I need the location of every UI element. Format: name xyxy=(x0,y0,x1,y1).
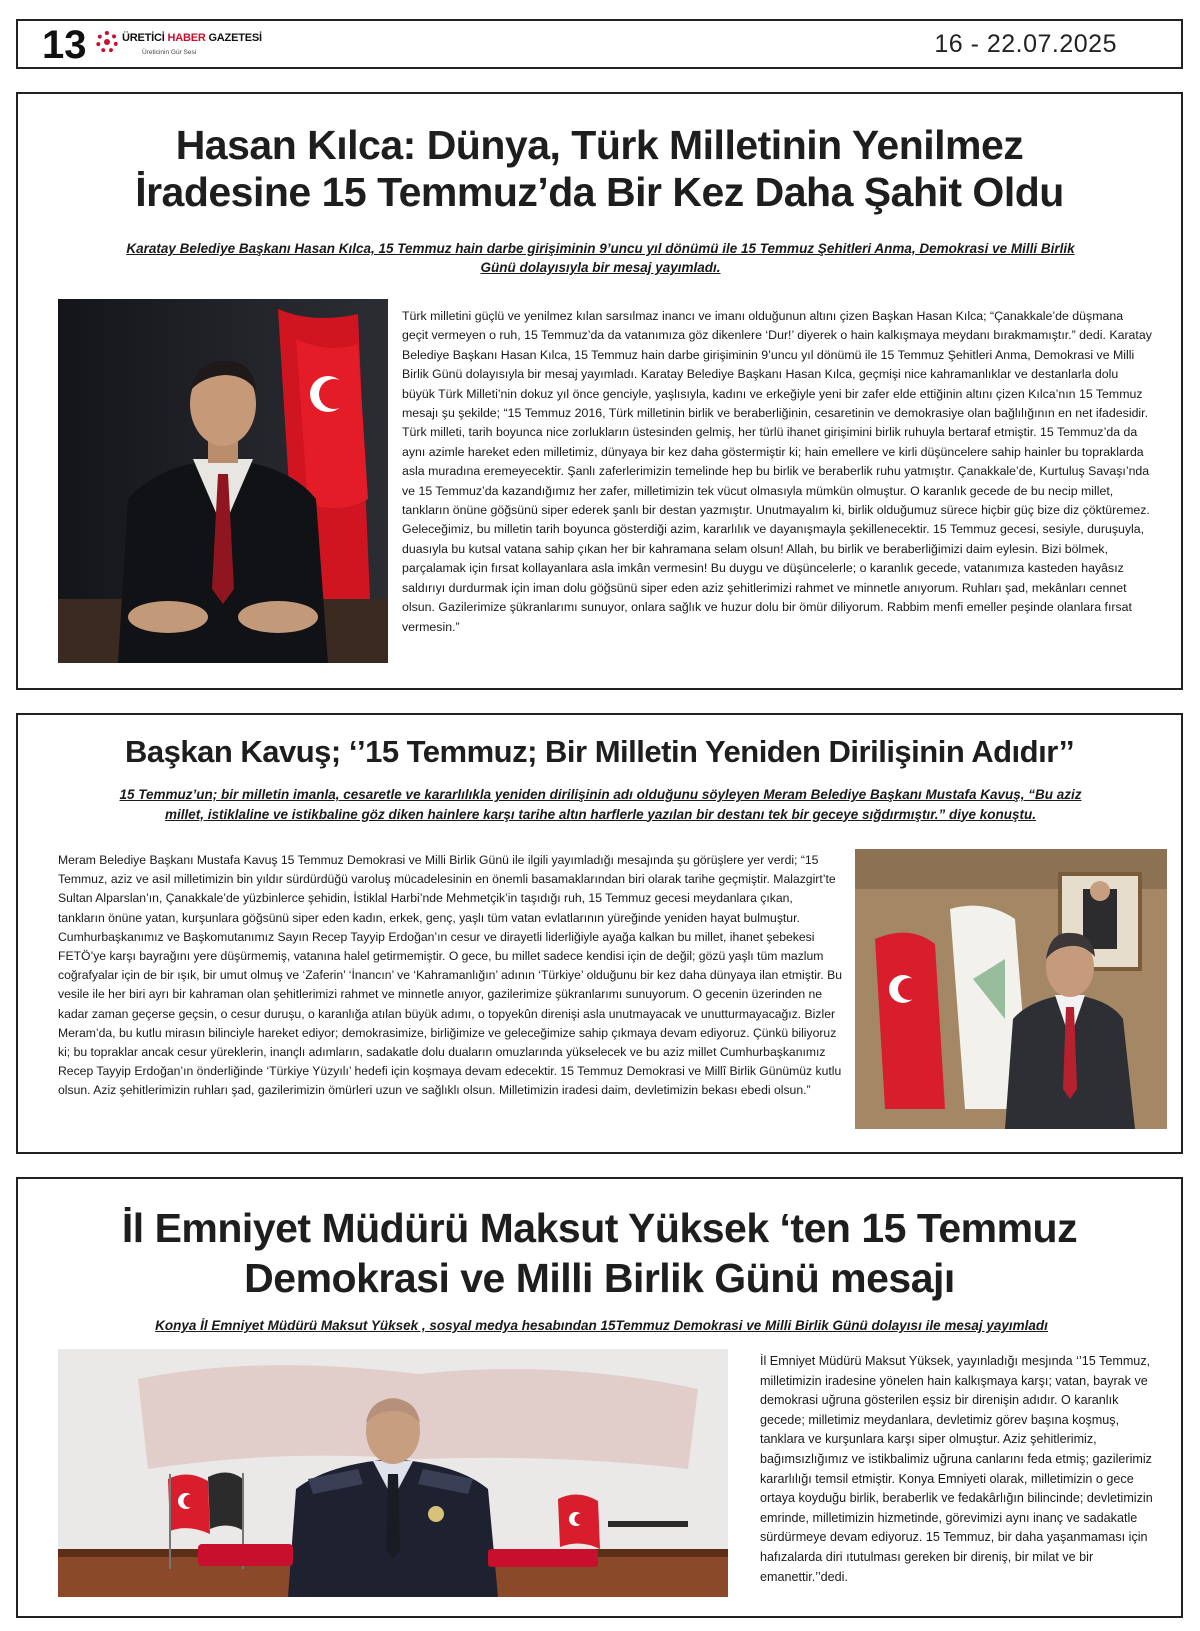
headline-line-1: İl Emniyet Müdürü Maksut Yüksek ‘ten 15 Temmuz xyxy=(121,1205,1078,1251)
gear-icon xyxy=(96,31,118,53)
article-subhead: Karatay Belediye Başkanı Hasan Kılca, 15 Temmuz hain darbe girişiminin 9’uncu yıl dönümü ile 15 Temmuz Şehitleri Anma, Demokrasi ve Milli Birlik Günü dolayısıyla bir mesaj yayımladı. xyxy=(126,241,1075,275)
article-body: Meram Belediye Başkanı Mustafa Kavuş 15 Temmuz Demokrasi ve Milli Birlik Günü ile ilgili yayımladığı mesajında şu görüşlere yer verdi; “15 Temmuz, aziz ve asil milletimizin bin yıldır sürdürdüğü varoluş mücadelesinin en önemli basamaklarından biri olarak tarihe geçmiştir. Malazgirt’te Sultan Alparslan’ın, Çanakkale’de yüzbinlerce şehidin, İstiklal Harbi’nde Mehmetçik’in taşıdığı ruh, 15 Temmuz gecesi meydanlara çıkan, tankların önüne yatan, kurşunlara göğsünü siper eden kadın, erkek, genç, yaşlı tüm vatan evlatlarının yüreğinde yeniden hayat bulmuştur. Cumhurbaşkanımız ve Başkomutanımız Sayın Recep Tayyip Erdoğan’ın cesur ve dirayetli liderliğiyle ayağa kalkan bu millet, ihanet şebekesi FETÖ’ye karşı bayrağını yere düşürmemiş, vatanına halel getirmemiştir. O gece, bu millet sadece kendisi için de değil; gözü yaşlı tüm mazlum coğrafyalar için de bir ışık, bir umut olmuş ve ‘Zaferin’ ‘İnancın’ ve ‘Kahramanlığın’ adının ‘Türkiye’ olduğunu bir kez daha dünyaya ilan etmiştir. Bu vesile ile her biri ayrı bir kahraman olan şehitlerimizi rahmet ve minnetle anıyor, gazilerimize şükranlarımı sunuyorum. O gecenin üzerinden ne kadar zaman geçerse geçsin, o cesur duruşu, o karanlığa atılan büyük adımı, o topyekûn direnişi asla unutmayacak ve unutturmayacağız. Bizler Meram’da, bu kutlu mirasın bilinciyle hareket ediyor; demokrasimize, birliğimize ve geleceğimize sahip çıkmaya devam ediyoruz. Çünkü biliyoruz ki; bu topraklar ancak cesur yüreklerin, inançlı adımların, sadakatle dolu duaların omuzlarında yükselecek ve bu aziz millet Cumhurbaşkanımız Recep Tayyip Erdoğan’ın önderliğinde ‘Türkiye Yüzyılı’ hedefi için koşmaya devam edecektir. 15 Temmuz Demokrasi ve Millî Birlik Günümüz kutlu olsun. Aziz şehitlerimizin ruhları şad, gazilerimizin ömürleri uzun ve sağlıklı olsun. Milletimizin iradesi daim, devletimizin bekası ebedi olsun.” xyxy=(58,853,842,1098)
article-body: Türk milletini güçlü ve yenilmez kılan sarsılmaz inancı ve imanı olduğunun altını çizen Başkan Hasan Kılca; “Çanakkale’de düşmana geçit vermeyen o ruh, 15 Temmuz’da da vatanımıza göz dikenlere ‘Dur!’ diyerek o hain kalkışmaya meydanı bırakmamıştır.” dedi. Karatay Belediye Başkanı Hasan Kılca, 15 Temmuz hain darbe girişiminin 9’uncu yıl dönümü ile 15 Temmuz Şehitleri Anma, Demokrasi ve Milli Birlik Günü dolayısıyla bir mesaj yayımladı. Karatay Belediye Başkanı Hasan Kılca, geçmişi nice kahramanlıklar ve destanlarla dolu büyük Türk Milleti’nin dokuz yıl önce genciyle, yaşlısıyla, kadını ve erkeğiyle yeni bir zafer elde ettiğinin altını çizen Kılca’nın 15 Temmuz mesajı şu şekilde; “15 Temmuz 2016, Türk milletinin birlik ve beraberliğinin, cesaretinin ve demokrasiye olan bağlılığının en net ifadesidir. Türk milleti, tarih boyunca nice zorlukların üstesinden gelmiş, her türlü ihanet girişimini birlik ruhuyla bertaraf etmiştir. 15 Temmuz’da da aynı azimle hareket eden milletimiz, dünyaya bir kez daha göstermiştir ki; hain emellere ve kirli düşüncelere sahip hainler bu topraklarda asla muradına eremeyecektir. Şanlı zaferlerimizin temelinde hep bu birlik ve beraberlik ruhu yatmıştır. Çanakkale’de, Kurtuluş Savaşı’nda ve 15 Temmuz’da kazandığımız her zafer, milletimizin tek vücut olmasıyla mümkün olmuştur. O karanlık gecede de bu necip millet, tankların önüne göğsünü siper ederek şanlı bir destan yazmıştır. Unutmayalım ki, birlik olduğumuz sürece hiçbir güç bize diz çöktüremez. Geleceğimiz, bu milletin tarih boyunca gösterdiği azim, kararlılık ve dayanışmayla şekillenecektir. 15 Temmuz gecesi, sesiyle, duruşuyla, duasıyla bu kutsal vatana sahip çıkan her bir kahramana selam olsun! Allah, bu birlik ve beraberliğimizi daim eylesin. Bizi bölmek, parçalamak için fırsat kollayanlara asla imkân vermesin! Bu duygu ve düşüncelerle; o karanlık gecede, vatanımıza kasteden hayâsız saldırıyı durdurmak için iman dolu göğsünü siper eden aziz şehitlerimizi rahmet ve minnetle anıyorum. Ruhları şad, mekânları cennet olsun. Gazilerimize şükranlarımı sunuyor, onlara sağlık ve huzur dolu bir ömür diliyorum. Rabbim menfi emeller peşinde olanlara fırsat vermesin.” xyxy=(402,309,1152,634)
article-body: İl Emniyet Müdürü Maksut Yüksek, yayınladığı mesjında ‘’15 Temmuz, milletimizin iradesine yönelen hain kalkışmaya karşı; vatan, bayrak ve demokrasi uğruna gösterilen eşsiz bir direnişin adıdır. O karanlık gecede; milletimiz meydanlara, devletimiz görev başına koşmuş, tanklara ve kurşunlara karşı siper olmuştur. Aziz şehitlerimiz, bağımsızlığımız ve istikbalimiz uğruna canlarını feda etmiş; gazilerimiz kararlılığı temsil etmiştir. Konya Emniyeti olarak, milletimizin o gece ortaya koyduğu birlik, beraberlik ve fedakârlığın bilincinde; devletimizin emrinde, milletimizin hizmetinde, görevimizi aynı inanç ve sadakatle sürdürmeye devam ediyoruz. 15 Temmuz, bir daha yaşanmaması için hafızalarda diri ıtutulması gereken bir direniş, bir milat ve bir emanettir.’’dedi. xyxy=(760,1354,1153,1584)
article-subhead: Konya İl Emniyet Müdürü Maksut Yüksek , sosyal medya hesabından 15Temmuz Demokrasi ve Milli Birlik Günü dolayısı ile mesaj yayımladı xyxy=(155,1318,1048,1333)
portrait-photo xyxy=(855,849,1167,1129)
article-yuksek xyxy=(16,1177,1183,1618)
logo-word-3: GAZETESİ xyxy=(208,32,262,44)
portrait-image xyxy=(58,1349,728,1597)
portrait-photo xyxy=(58,1349,728,1597)
page-number: 13 xyxy=(42,23,87,67)
headline-line-1: Hasan Kılca: Dünya, Türk Milletinin Yenilmez xyxy=(175,122,1024,168)
issue-date: 16 - 22.07.2025 xyxy=(934,30,1117,58)
headline-line-2: İradesine 15 Temmuz’da Bir Kez Daha Şahit Oldu xyxy=(135,169,1064,215)
portrait-photo xyxy=(58,299,388,663)
article-headline xyxy=(18,1203,1181,1303)
article-subhead: 15 Temmuz’un; bir milletin imanla, cesaretle ve kararlılıkla yeniden dirilişinin adı olduğunu söyleyen Meram Belediye Başkanı Mustafa Kavuş, “Bu aziz millet, istiklaline ve istikbaline göz diken hainlere karşı tarihe altın harflerle yazılan bir destanı tek bir geceye sığdırmıştır.” diye konuştu. xyxy=(119,787,1082,822)
newspaper-logo xyxy=(96,29,266,63)
logo-name xyxy=(122,32,262,44)
article-headline xyxy=(18,122,1181,216)
logo-word-2: HABER xyxy=(167,32,206,44)
page-header xyxy=(16,19,1183,69)
portrait-image xyxy=(855,849,1167,1129)
portrait-image xyxy=(58,299,388,663)
article-headline: Başkan Kavuş; ‘’15 Temmuz; Bir Milletin Yeniden Dirilişinin Adıdır’’ xyxy=(124,734,1075,769)
logo-tagline: Üreticinin Gür Sesi xyxy=(142,49,197,56)
headline-line-2: Demokrasi ve Milli Birlik Günü mesajı xyxy=(244,1255,955,1301)
article-kilca xyxy=(16,92,1183,690)
article-kavus xyxy=(16,713,1183,1154)
logo-word-1: ÜRETİCİ xyxy=(122,32,165,44)
